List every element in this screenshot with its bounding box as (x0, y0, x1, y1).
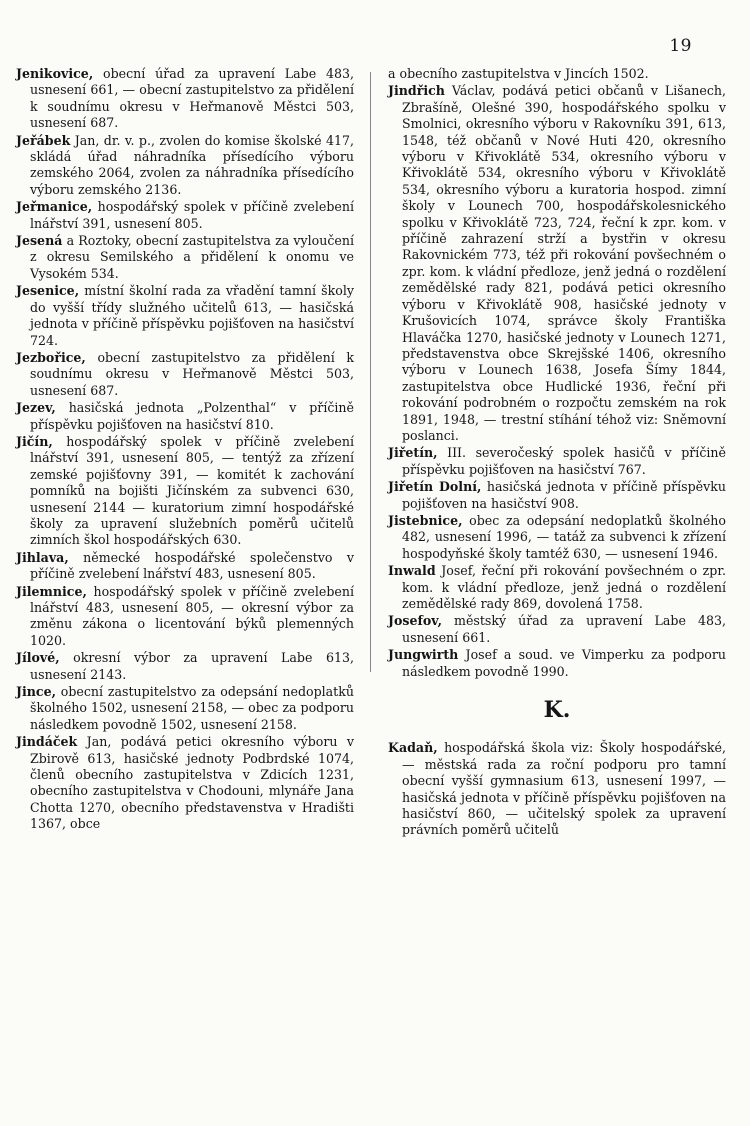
entry-head: Jiřetín Dolní, (388, 479, 482, 495)
index-entry (16, 350, 354, 399)
index-entry (16, 584, 354, 650)
entry-head: Jiřetín, (388, 445, 438, 461)
entry-text: německé hospodářské společenstvo v příčině zvelebení lnářství 483, usnesení 805. (30, 549, 354, 582)
index-entry (16, 650, 354, 683)
entry-head: Jungwirth (388, 647, 459, 663)
entry-head: Jindřich (388, 83, 445, 99)
index-entry (16, 133, 354, 199)
index-entry (16, 734, 354, 832)
index-entry (16, 400, 354, 433)
entry-text: obecní zastupitelstvo za přidělení k soudnímu okresu v Heřmanově Městci 503, usnesení 687. (30, 349, 354, 398)
entry-head: Jihlava, (16, 549, 69, 565)
entry-text: a Roztoky, obecní zastupitelstva za vyloučení z okresu Semilského a přidělení k onomu ve Vysokém 534. (30, 233, 354, 281)
entry-head: Jezbořice, (16, 349, 86, 365)
entry-text: Václav, podává petici občanů v Lišanech, Zbrašíně, Olešné 390, hospodářského spolku v Smolnici, okresního výboru v Rakovníku 391, 613, 1548, též občanů v Nové Huti 420, okresního výboru v Křivoklátě 534, okresního výboru v Křivoklátě 534, okresního výboru v Křivoklátě 534, okresního výboru a kuratoria hospod. zimní školy v Lounech 700, hospodářskolesnického spolku v Křivoklátě 723, 724, řeční k zpr. kom. v příčině zahrazení strží a bystřin v okresu Rakovnickém 773, též při rokování povšechném o zpr. kom. k vládní předloze, jenž jedná o rozdělení zemědělské rady 821, podává petici okresního výboru v Křivoklátě 908, hasičské jednoty v Krušovicích 1074, správce školy Františka Hlaváčka 1270, hasičské jednoty v Lounech 1271, představenstva obce Skrejšské 1406, okresního výboru v Lounech 1638, Josefa Šímy 1844, zastupitelstva obce Hudlické 1936, řeční při rokování podrobném o rozpočtu zemském na rok 1891, 1948, — trestní stíhání téhož viz: Sněmovní poslanci. (402, 83, 726, 443)
index-entry (16, 550, 354, 583)
entry-head: Kadaň, (388, 740, 438, 756)
entry-text: hospodářská škola viz: Školy hospodářské, — městská rada za roční podporu pro tamní obecní vyšší gymnasium 613, usnesení 1997, — hasičská jednota v příčině příspěvku pojišťoven na hasičství 860, — učitelský spolek za upravení právních poměrů učitelů (402, 740, 726, 838)
entry-text: III. severočeský spolek hasičů v příčině příspěvku pojišťoven na hasičství 767. (402, 445, 726, 477)
entry-head: Jílové, (16, 650, 60, 666)
entry-head: Jeřábek (16, 132, 71, 148)
entry-head: Jilemnice, (16, 583, 87, 599)
entry-text: místní školní rada za vřadění tamní školy do vyšší třídy služného učitelů 613, — hasičská jednota v příčině příspěvku pojišťoven na hasičství 724. (30, 283, 354, 348)
entry-head: Jezev, (16, 400, 56, 416)
entry-continuation: a obecního zastupitelstva v Jincích 1502. (388, 66, 649, 81)
entry-text: obec za odepsání nedoplatků školného 482, usnesení 1996, — tatáž za subvenci k zřízení hospodyňské školy tamtéž 630, — usnesení 1946. (402, 512, 726, 561)
index-entry (388, 563, 726, 612)
index-entry (388, 613, 726, 646)
index-entry (388, 83, 726, 444)
entry-text: Jan, dr. v. p., zvolen do komise školské 417, skládá úřad náhradníka přísedícího výboru zemského 2064, zvolen za náhradníka přísedícího výboru zemského 2136. (30, 132, 354, 197)
entry-text: hospodářský spolek v příčině zvelebení lnářství 483, usnesení 805, — okresní výbor za změnu zákona o licentování býků plemenných 1020. (30, 583, 354, 648)
entry-text: Jan, podává petici okresního výboru v Zbirově 613, hasičské jednoty Podbrdské 1074, členů obecního zastupitelstva v Zdicích 1231, obecního zastupitelstva v Chodouni, mlynáře Jana Chotta 1270, obecního představenstva v Hradišti 1367, obce (30, 734, 354, 832)
entry-head: Jesenice, (16, 283, 80, 299)
index-entry (16, 233, 354, 282)
entry-head: Jistebnice, (388, 512, 463, 528)
entry-head: Jince, (16, 684, 56, 700)
index-entry (388, 513, 726, 562)
entry-text: městský úřad za upravení Labe 483, usnesení 661. (402, 613, 726, 645)
index-entry (388, 445, 726, 478)
entry-head: Josefov, (388, 613, 442, 629)
index-entry (16, 434, 354, 549)
entry-head: Inwald (388, 563, 436, 579)
index-entry (388, 740, 726, 838)
index-entry (16, 283, 354, 349)
entry-text: Josef, řeční při rokování povšechném o zpr. kom. k vládní předloze, jenž jedná o rozdělení zemědělské rady 869, dovolená 1758. (402, 563, 726, 611)
entry-head: Jindáček (16, 734, 78, 750)
left-column (16, 66, 354, 834)
entry-head: Jenikovice, (16, 66, 94, 81)
entry-text: okresní výbor za upravení Labe 613, usnesení 2143. (30, 650, 354, 682)
entry-head: Jesená (16, 233, 63, 249)
index-entry (16, 66, 354, 132)
entry-text: obecní úřad za upravení Labe 483, usnesení 661, — obecní zastupitelstvo za přidělení k soudnímu okresu v Heřmanově Městci 503, usnesení 687. (30, 66, 354, 131)
entry-text: hospodářský spolek v příčině zvelebení lnářství 391, usnesení 805, — tentýž za zřízení zemské pojišťovny 391, — komitét k zachování pomníků na bojišti Jičínském za subvenci 630, usnesení 2144 — kuratorium zimní hospodářské školy za upravení služebních poměrů učitelů zimních škol hospodářských 630. (30, 433, 354, 548)
column-divider (370, 72, 371, 672)
index-entry (388, 479, 726, 512)
right-column (388, 66, 726, 840)
entry-text: obecní zastupitelstvo za odepsání nedoplatků školného 1502, usnesení 2158, — obec za podporu následkem povodně 1502, usnesení 2158. (30, 684, 354, 732)
page-number: 19 (669, 36, 692, 56)
section-letter: K. (543, 697, 571, 724)
index-entry (388, 647, 726, 680)
entry-text: hasičská jednota v příčině příspěvku pojišťoven na hasičství 908. (402, 479, 726, 511)
entry-text: hasičská jednota „Polzenthal“ v příčině příspěvku pojišťoven na hasičství 810. (30, 400, 354, 432)
entry-text: hospodářský spolek v příčině zvelebení lnářství 391, usnesení 805. (30, 199, 354, 231)
index-entry (16, 199, 354, 232)
index-entry (16, 684, 354, 733)
entry-head: Jičín, (16, 433, 53, 449)
entry-head: Jeřmanice, (16, 199, 93, 215)
entry-text: Josef a soud. ve Vimperku za podporu následkem povodně 1990. (402, 647, 726, 679)
